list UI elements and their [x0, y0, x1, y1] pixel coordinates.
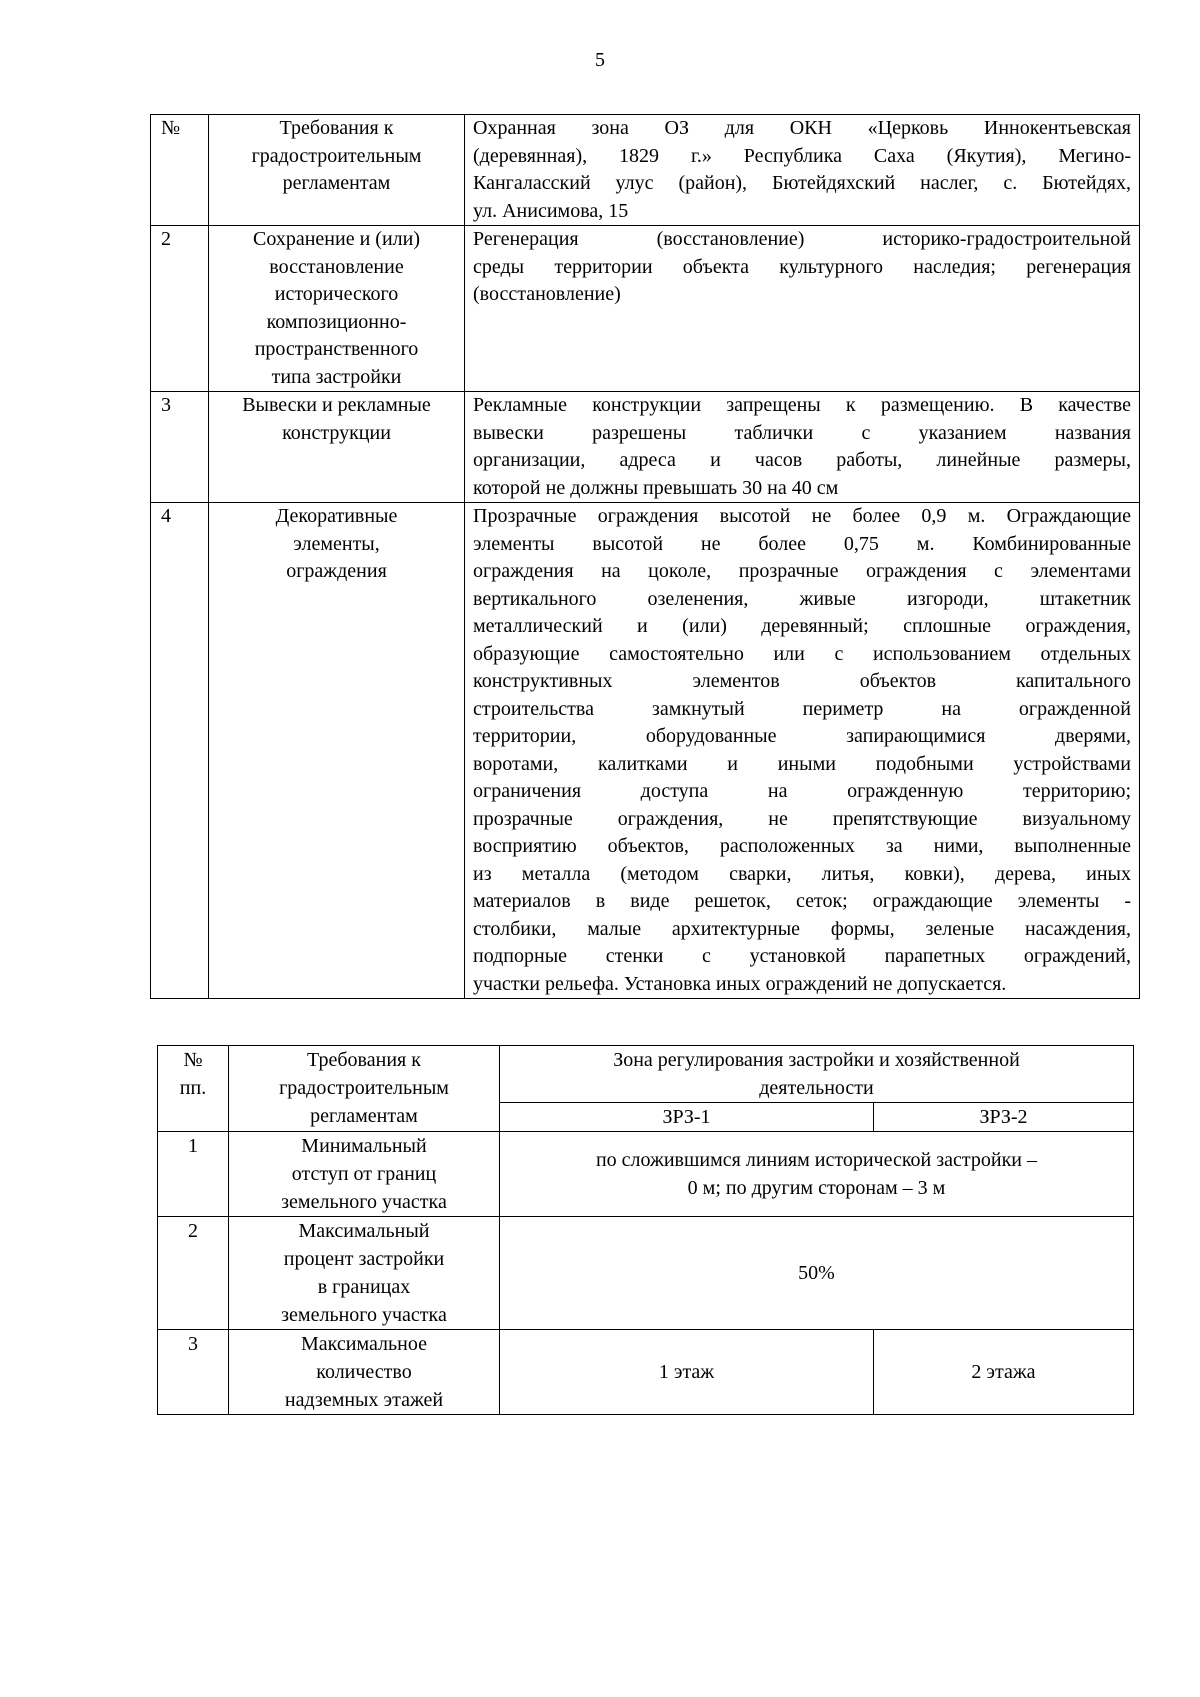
table-row — [151, 392, 1140, 503]
table-row — [158, 1132, 1134, 1217]
header-num-line: пп. — [179, 1077, 207, 1099]
requirement-line: типа застройки — [271, 365, 402, 388]
page-number: 5 — [595, 49, 605, 71]
content-line: ограничения доступа на огражденную территорию; — [473, 780, 1131, 802]
requirement-line: элементы, — [293, 532, 380, 555]
content-line: элементы высотой не более 0,75 м. Комбинированные — [473, 532, 1131, 555]
row-num: 3 — [158, 1330, 229, 1415]
zone-line: Кангаласский улус (район), Бютейдяхский наслег, с. Бютейдях, — [473, 172, 1131, 194]
requirement-line: композиционно- — [266, 310, 407, 333]
requirement-line: Максимальный — [298, 1220, 430, 1242]
regulation-zone-table — [157, 1045, 1134, 1415]
header-zone — [465, 115, 1140, 226]
content-line: Прозрачные ограждения высотой не более 0,9 м. Ограждающие — [473, 505, 1131, 527]
requirement-line: исторического — [274, 283, 399, 305]
content-line: организации, адреса и часов работы, линейные размеры, — [473, 449, 1131, 471]
requirement-line: в границах — [317, 1276, 411, 1298]
zone-title-line: деятельности — [759, 1077, 874, 1099]
row-requirement — [209, 392, 465, 503]
row-num: 2 — [158, 1217, 229, 1330]
content-line: вывески разрешены таблички с указанием названия — [473, 421, 1131, 444]
requirement-line: земельного участка — [281, 1304, 447, 1326]
requirement-line: Максимальное — [301, 1333, 427, 1355]
requirement-line: Сохранение и (или) — [253, 228, 420, 250]
header-requirement-line: градостроительным — [279, 1077, 449, 1099]
header-requirement-text: Требования к градостроительным регламентам — [251, 117, 422, 194]
value-line: по сложившимся линиям исторической застройки – — [595, 1149, 1038, 1171]
content-line: металлический и (или) деревянный; сплошные ограждения, — [473, 615, 1131, 637]
content-line: из металла (методом сварки, литья, ковки), дерева, иных — [473, 862, 1131, 885]
row-content — [465, 226, 1140, 392]
content-line: вертикального озеленения, живые изгороди, штакетник — [473, 587, 1131, 610]
table-header-row — [151, 115, 1140, 226]
table-row — [151, 226, 1140, 392]
value-line: 0 м; по другим сторонам – 3 м — [687, 1177, 946, 1199]
content-line: материалов в виде решеток, сеток; ограждающие элементы - — [473, 890, 1131, 912]
protection-zone-table — [150, 114, 1140, 999]
row-requirement — [229, 1330, 500, 1415]
header-requirement-line: Требования к — [307, 1049, 421, 1071]
header-num-text: № — [161, 117, 181, 139]
row-requirement — [229, 1132, 500, 1217]
header-num-line: № — [183, 1049, 203, 1071]
row-value-zone-1: 1 этаж — [500, 1330, 874, 1415]
content-line: (восстановление) — [473, 283, 621, 305]
content-line: Регенерация (восстановление) историко-градостроительной — [473, 228, 1131, 250]
content-line: ограждения на цоколе, прозрачные ограждения с элементами — [473, 560, 1131, 582]
row-content — [465, 392, 1140, 503]
content-line: подпорные стенки с установкой парапетных ограждений, — [473, 945, 1131, 967]
zone-line: Охранная зона ОЗ для ОКН «Церковь Иннокентьевская — [473, 117, 1131, 139]
table-header-row — [158, 1046, 1134, 1103]
header-zone-2: ЗРЗ-2 — [874, 1103, 1134, 1132]
row-num: 4 — [151, 503, 209, 999]
requirement-line: количество — [316, 1361, 412, 1383]
requirement-line: процент застройки — [283, 1248, 445, 1270]
content-line: конструктивных элементов объектов капитального — [473, 670, 1131, 692]
row-value-merged — [500, 1132, 1134, 1217]
content-line: столбики, малые архитектурные формы, зеленые насаждения, — [473, 917, 1131, 940]
header-zone-title — [500, 1046, 1134, 1103]
row-requirement — [209, 503, 465, 999]
row-num: 3 — [151, 392, 209, 503]
requirement-line: восстановление — [269, 255, 404, 278]
zone-line: (деревянная), 1829 г.» Республика Саха (Якутия), Мегино- — [473, 144, 1131, 167]
row-num: 1 — [158, 1132, 229, 1217]
content-line: строительства замкнутый периметр на огражденной — [473, 697, 1131, 720]
requirement-line: отступ от границ — [291, 1163, 437, 1185]
requirement-line: Декоративные — [275, 505, 398, 527]
header-zone-1: ЗРЗ-1 — [500, 1103, 874, 1132]
zone-line: ул. Анисимова, 15 — [473, 199, 629, 222]
row-value-merged: 50% — [500, 1217, 1134, 1330]
header-num — [151, 115, 209, 226]
content-line: Рекламные конструкции запрещены к размещению. В качестве — [473, 394, 1131, 416]
row-value-zone-2: 2 этажа — [874, 1330, 1134, 1415]
header-requirement — [209, 115, 465, 226]
requirement-line: пространственного — [254, 338, 419, 360]
content-line: участки рельефа. Установка иных ограждений не допускается. — [473, 972, 1007, 995]
content-line: территории, оборудованные запирающимися дверями, — [473, 725, 1131, 747]
requirement-line: Вывески и рекламные — [242, 394, 431, 416]
row-num: 2 — [151, 226, 209, 392]
content-line: восприятию объектов, расположенных за ними, выполненные — [473, 835, 1131, 857]
header-requirement — [229, 1046, 500, 1132]
row-requirement — [209, 226, 465, 392]
table-row — [158, 1330, 1134, 1415]
content-line: среды территории объекта культурного наследия; регенерация — [473, 255, 1131, 278]
requirement-line: конструкции — [282, 421, 391, 444]
requirement-line: ограждения — [286, 560, 387, 582]
table-row — [151, 503, 1140, 999]
zone-title-line: Зона регулирования застройки и хозяйственной — [613, 1049, 1020, 1071]
header-num — [158, 1046, 229, 1132]
row-content — [465, 503, 1140, 999]
requirement-line: земельного участка — [281, 1191, 447, 1213]
content-line: которой не должны превышать 30 на 40 см — [473, 476, 839, 499]
header-requirement-line: регламентам — [310, 1105, 418, 1127]
content-line: воротами, калитками и иными подобными устройствами — [473, 752, 1131, 775]
content-line: образующие самостоятельно или с использованием отдельных — [473, 642, 1131, 665]
row-requirement — [229, 1217, 500, 1330]
table-row — [158, 1217, 1134, 1330]
requirement-line: Минимальный — [301, 1135, 427, 1157]
content-line: прозрачные ограждения, не препятствующие визуальному — [473, 807, 1131, 830]
requirement-line: надземных этажей — [284, 1389, 444, 1411]
